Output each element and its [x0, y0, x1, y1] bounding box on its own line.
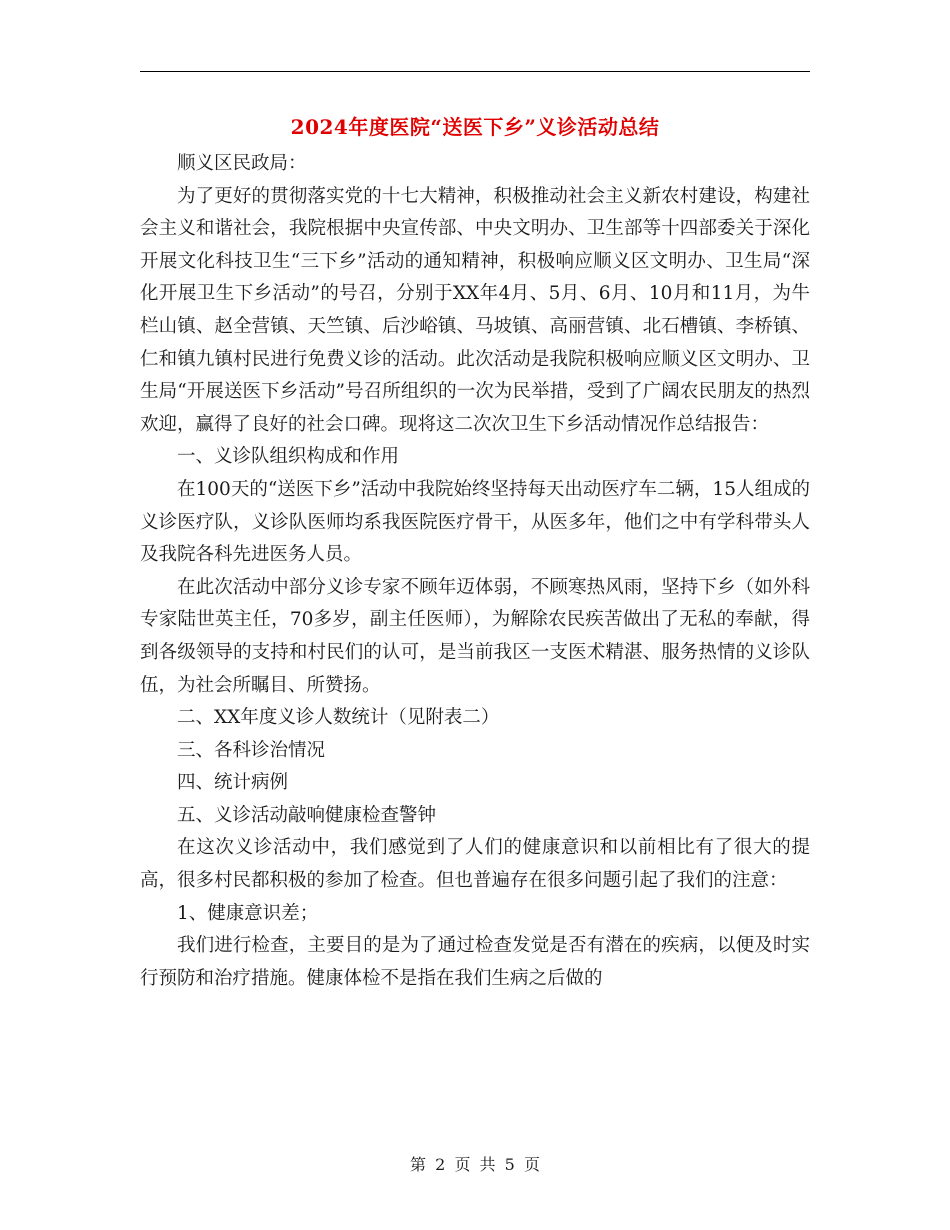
section-heading-1: 一、义诊队组织构成和作用: [177, 446, 400, 468]
page-footer: [0, 1153, 950, 1177]
document-body: [140, 148, 810, 995]
page-prefix: 第: [410, 1155, 427, 1174]
body-paragraph: 在100天的“送医下乡”活动中我院始终坚持每天出动医疗车二辆，15人组成的义诊医疗队，义诊队医师均系我医院医疗骨干，从医多年，他们之中有学科带头人及我院各科先进医务人员。: [140, 478, 810, 566]
section-heading-2: 二、XX年度义诊人数统计（见附表二）: [177, 707, 500, 729]
section-heading-4: 四、统计病例: [177, 772, 289, 794]
page-suffix: 页: [523, 1155, 540, 1174]
list-item-heading: 1、健康意识差；: [177, 902, 319, 924]
body-paragraph: 我们进行检查，主要目的是为了通过检查发觉是否有潜在的疾病，以便及时实行预防和治疗措施。健康体检不是指在我们生病之后做的: [140, 935, 810, 989]
document-title: 2024年度医院“送医下乡”义诊活动总结: [290, 115, 660, 139]
body-paragraph: 在这次义诊活动中，我们感觉到了人们的健康意识和以前相比有了很大的提高，很多村民都积极的参加了检查。但也普遍存在很多问题引起了我们的注意：: [140, 837, 810, 892]
salutation: 顺义区民政局：: [177, 153, 307, 174]
page-total-prefix: 共: [479, 1155, 496, 1174]
page-current: 2: [435, 1155, 446, 1174]
section-heading-3: 三、各科诊治情况: [177, 739, 326, 761]
body-paragraph: 在此次活动中部分义诊专家不顾年迈体弱，不顾寒热风雨，坚持下乡（如外科专家陆世英主任，70多岁，副主任医师），为解除农民疾苦做出了无私的奉献，得到各级领导的支持和村民们的认可，是当前我区一支医术精湛、服务热情的义诊队伍，为社会所瞩目、所赞扬。: [140, 576, 810, 696]
page-total: 5: [504, 1155, 515, 1174]
section-heading-5: 五、义诊活动敲响健康检查警钟: [177, 804, 437, 826]
page-mid: 页: [454, 1155, 471, 1174]
header-rule: [140, 71, 810, 72]
intro-paragraph: 为了更好的贯彻落实党的十七大精神，积极推动社会主义新农村建设，构建社会主义和谐社会，我院根据中央宣传部、中央文明办、卫生部等十四部委关于深化开展文化科技卫生“三下乡”活动的通知精神，积极响应顺义区文明办、卫生局“深化开展卫生下乡活动”的号召，分别于XX年4月、5月、6月、10月和11月，为牛栏山镇、赵全营镇、天竺镇、后沙峪镇、马坡镇、高丽营镇、北石槽镇、李桥镇、仁和镇九镇村民进行免费义诊的活动。此次活动是我院积极响应顺义区文明办、卫生局“开展送医下乡活动”号召所组织的一次为民举措，受到了广阔农民朋友的热烈欢迎，赢得了良好的社会口碑。现将这二次次卫生下乡活动情况作总结报告：: [140, 185, 810, 435]
